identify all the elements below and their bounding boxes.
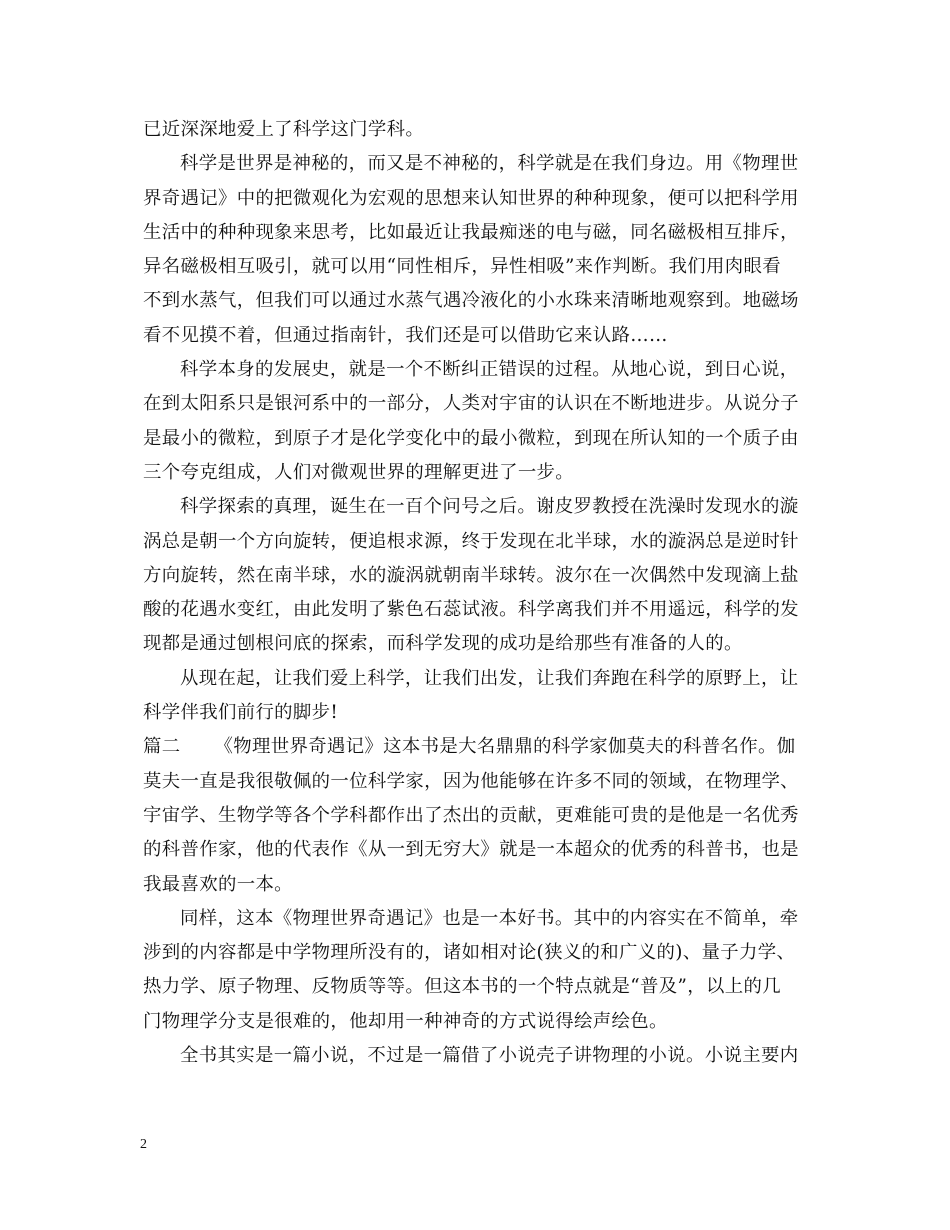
paragraph-line: 异名磁极相互吸引，就可以用“同性相斥，异性相吸”来作判断。我们用肉眼看: [143, 256, 781, 278]
paragraph-line: 在到太阳系只是银河系中的一部分，人类对宇宙的认识在不断地进步。从说分子: [143, 393, 799, 415]
document-body: [143, 113, 809, 1073]
paragraph-line: 看不见摸不着，但通过指南针，我们还是可以借助它来认路……: [143, 324, 668, 346]
paragraph-line: 三个夸克组成，人们对微观世界的理解更进了一步。: [143, 461, 575, 483]
paragraph-line: 是最小的微粒，到原子才是化学变化中的最小微粒，到现在所认知的一个质子由: [143, 427, 799, 449]
paragraph-line: 我最喜欢的一本。: [143, 873, 293, 895]
paragraph-line: 现都是通过刨根问底的探索，而科学发现的成功是给那些有准备的人的。: [143, 633, 743, 655]
paragraph-line: 科学本身的发展史，就是一个不断纠正错误的过程。从地心说，到日心说，: [180, 359, 799, 381]
section-first-line: [143, 730, 809, 764]
paragraph-line: 的科普作家，他的代表作《从一到无穷大》就是一本超众的优秀的科普书，也是: [143, 839, 799, 861]
page-number: 2: [140, 1137, 147, 1152]
paragraph-line: 从现在起，让我们爱上科学，让我们出发，让我们奔跑在科学的原野上，让: [180, 667, 799, 689]
paragraph-line: 宇宙学、生物学等各个学科都作出了杰出的贡献，更难能可贵的是他是一名优秀: [143, 804, 799, 826]
paragraph-line: 全书其实是一篇小说，不过是一篇借了小说壳子讲物理的小说。小说主要内: [180, 1045, 799, 1067]
paragraph-line: 生活中的种种现象来思考，比如最近让我最痴迷的电与磁，同名磁极相互排斥，: [143, 221, 799, 243]
paragraph-line: 科学伴我们前行的脚步!: [143, 702, 339, 724]
paragraph-line: 热力学、原子物理、反物质等等。但这本书的一个特点就是“普及”，以上的几: [143, 976, 781, 998]
paragraph-line: 方向旋转，然在南半球，水的漩涡就朝南半球转。波尔在一次偶然中发现滴上盐: [143, 564, 799, 586]
paragraph-line: 涉到的内容都是中学物理所没有的，诸如相对论(狭义的和广义的)、量子力学、: [143, 942, 796, 964]
paragraph-line: 涡总是朝一个方向旋转，便追根求源，终于发现在北半球，水的漩涡总是逆时针: [143, 530, 799, 552]
paragraph-line: 界奇遇记》中的把微观化为宏观的思想来认知世界的种种现象，便可以把科学用: [143, 187, 799, 209]
paragraph-line: 不到水蒸气，但我们可以通过水蒸气遇冷液化的小水珠来清晰地观察到。地磁场: [143, 290, 799, 312]
paragraph-line: 科学是世界是神秘的，而又是不神秘的，科学就是在我们身边。用《物理世: [180, 153, 799, 175]
section-label: 篇二: [143, 736, 181, 758]
paragraph-line: 门物理学分支是很难的，他却用一种神奇的方式说得绘声绘色。: [143, 1010, 668, 1032]
paragraph-line: 酸的花遇水变红，由此发明了紫色石蕊试液。科学离我们并不用遥远，科学的发: [143, 599, 799, 621]
paragraph-line: 莫夫一直是我很敬佩的一位科学家，因为他能够在许多不同的领域，在物理学、: [143, 770, 799, 792]
paragraph-line: 科学探索的真理，诞生在一百个问号之后。谢皮罗教授在洗澡时发现水的漩: [180, 496, 799, 518]
paragraph-line: 同样，这本《物理世界奇遇记》也是一本好书。其中的内容实在不简单，牵: [180, 907, 799, 929]
paragraph-line-text: 《物理世界奇遇记》这本书是大名鼎鼎的科学家伽莫夫的科普名作。伽: [214, 736, 796, 758]
paragraph-line: 已近深深地爱上了科学这门学科。: [143, 119, 425, 140]
